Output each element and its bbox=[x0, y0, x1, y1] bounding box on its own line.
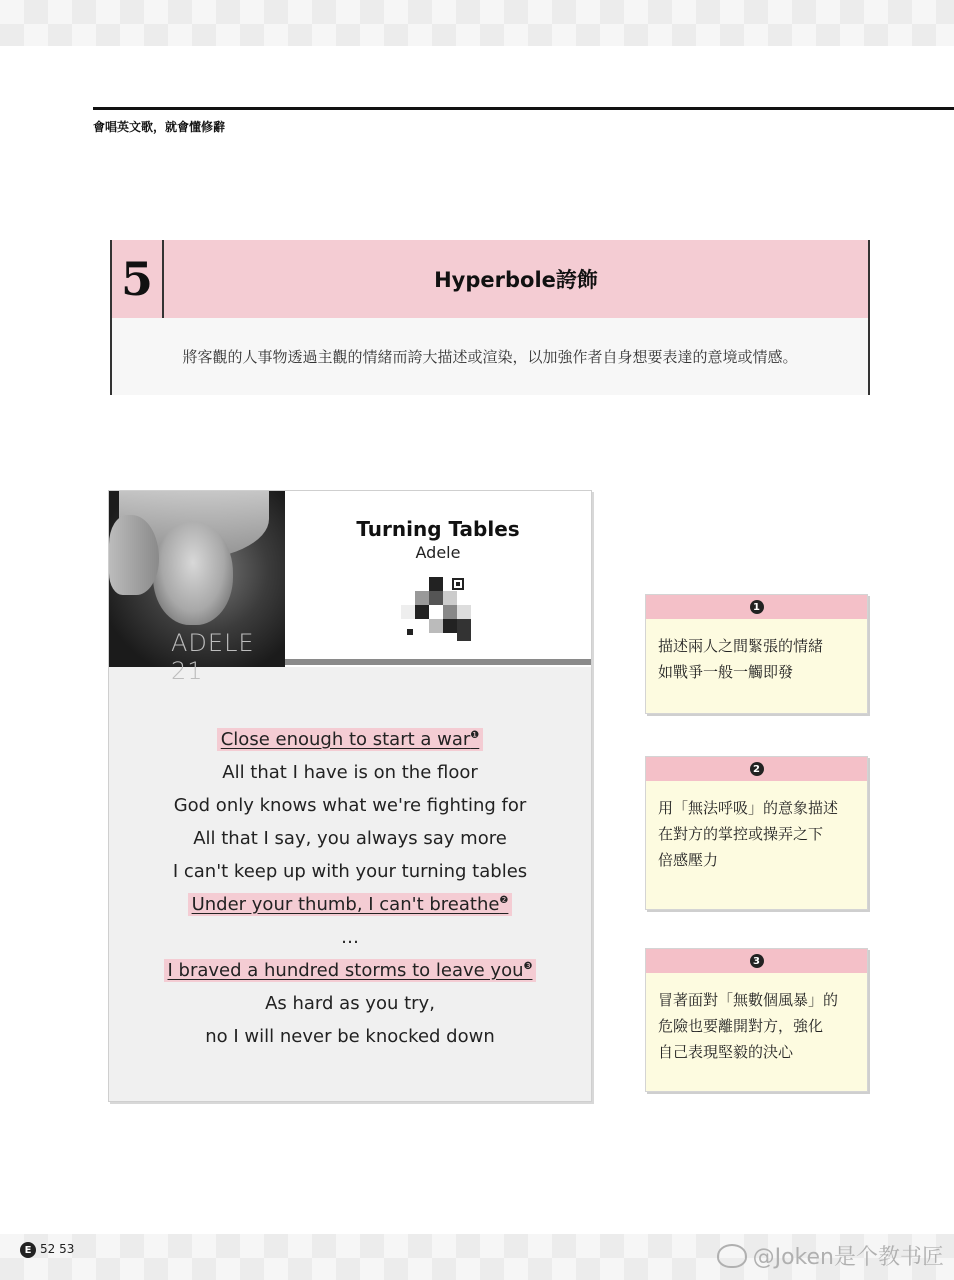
section-title: Hyperbole誇飾 bbox=[434, 268, 598, 292]
lyric-line bbox=[109, 756, 591, 789]
lyric-text: no I will never be knocked down bbox=[205, 1026, 495, 1047]
lyric-line bbox=[109, 888, 591, 921]
album-cover-text: ADELE 21 bbox=[171, 629, 255, 685]
note-3 bbox=[645, 948, 868, 1092]
lyrics-block bbox=[109, 723, 591, 1053]
highlighted-lyric bbox=[217, 728, 484, 751]
lyric-line bbox=[109, 789, 591, 822]
lyric-line bbox=[109, 954, 591, 987]
lyric-line bbox=[109, 822, 591, 855]
note-line: 冒著面對「無數個風暴」的 bbox=[658, 991, 839, 1009]
lyric-text: … bbox=[341, 927, 359, 948]
note-2 bbox=[645, 756, 868, 910]
note-1 bbox=[645, 594, 868, 714]
section-box bbox=[110, 240, 870, 395]
qr-code-icon[interactable] bbox=[399, 577, 473, 643]
page-numbers: 52 53 bbox=[40, 1242, 75, 1256]
lyric-text: Under your thumb, I can't breathe bbox=[191, 894, 500, 915]
lyric-text bbox=[341, 927, 359, 948]
magazine-badge: E bbox=[20, 1242, 36, 1258]
weibo-icon bbox=[717, 1244, 747, 1268]
lyric-line bbox=[109, 1020, 591, 1053]
lyric-text: I can't keep up with your turning tables bbox=[172, 861, 528, 882]
annotation-marker: ❶ bbox=[470, 730, 480, 741]
watermark-text: @Joken是个教书匠 bbox=[752, 1245, 944, 1270]
lyric-text: God only knows what we're fighting for bbox=[173, 795, 527, 816]
lyric-text: Close enough to start a war bbox=[220, 729, 471, 750]
song-card bbox=[108, 490, 592, 1102]
note-3-header bbox=[646, 949, 867, 973]
top-pattern-band bbox=[0, 0, 954, 46]
note-line: 自己表現堅毅的決心 bbox=[658, 1043, 794, 1061]
note-line: 危險也要離開對方，強化 bbox=[658, 1017, 824, 1035]
lyric-text: All that I have is on the floor bbox=[222, 762, 478, 783]
lyric-text bbox=[205, 1026, 495, 1047]
lyric-text bbox=[222, 762, 478, 783]
highlighted-lyric bbox=[164, 959, 537, 982]
lyric-line bbox=[109, 723, 591, 756]
lyric-line bbox=[109, 921, 591, 954]
note-1-number: 1 bbox=[750, 600, 764, 614]
lyric-text: As hard as you try, bbox=[265, 993, 435, 1014]
song-header-bar bbox=[285, 659, 591, 665]
note-2-text bbox=[646, 781, 867, 873]
note-line: 用「無法呼吸」的意象描述 bbox=[658, 799, 839, 817]
note-2-header bbox=[646, 757, 867, 781]
lyric-line bbox=[109, 855, 591, 888]
note-line: 在對方的掌控或操弄之下 bbox=[658, 825, 824, 843]
lyric-text bbox=[174, 795, 527, 816]
section-description: 將客觀的人事物透過主觀的情緒而誇大描述或渲染，以加強作者自身想要表達的意境或情感。 bbox=[112, 318, 868, 395]
note-line: 倍感壓力 bbox=[658, 851, 719, 869]
section-header bbox=[112, 240, 868, 318]
annotation-marker: ❷ bbox=[499, 895, 509, 906]
header-rule bbox=[93, 107, 954, 110]
lyric-line bbox=[109, 987, 591, 1020]
lyric-text bbox=[173, 861, 527, 882]
watermark bbox=[717, 1240, 944, 1271]
note-1-text bbox=[646, 619, 867, 685]
song-artist: Adele bbox=[415, 543, 461, 562]
running-header: 會唱英文歌，就會懂修辭 bbox=[93, 120, 226, 134]
lyric-text: I braved a hundred storms to leave you bbox=[167, 960, 524, 981]
note-2-number: 2 bbox=[750, 762, 764, 776]
lyric-text: All that I say, you always say more bbox=[193, 828, 507, 849]
highlighted-lyric bbox=[188, 893, 513, 916]
note-line: 如戰爭一般一觸即發 bbox=[658, 663, 794, 681]
lyric-text bbox=[265, 993, 435, 1014]
song-title: Turning Tables bbox=[356, 517, 520, 541]
song-header bbox=[109, 491, 591, 685]
section-number: 5 bbox=[112, 240, 164, 318]
album-cover-image bbox=[109, 491, 285, 685]
album-face-shape bbox=[153, 521, 233, 625]
note-line: 描述兩人之間緊張的情緒 bbox=[658, 637, 824, 655]
note-3-text bbox=[646, 973, 867, 1065]
note-3-number: 3 bbox=[750, 954, 764, 968]
lyric-text bbox=[193, 828, 507, 849]
annotation-marker: ❸ bbox=[523, 961, 533, 972]
note-1-header bbox=[646, 595, 867, 619]
